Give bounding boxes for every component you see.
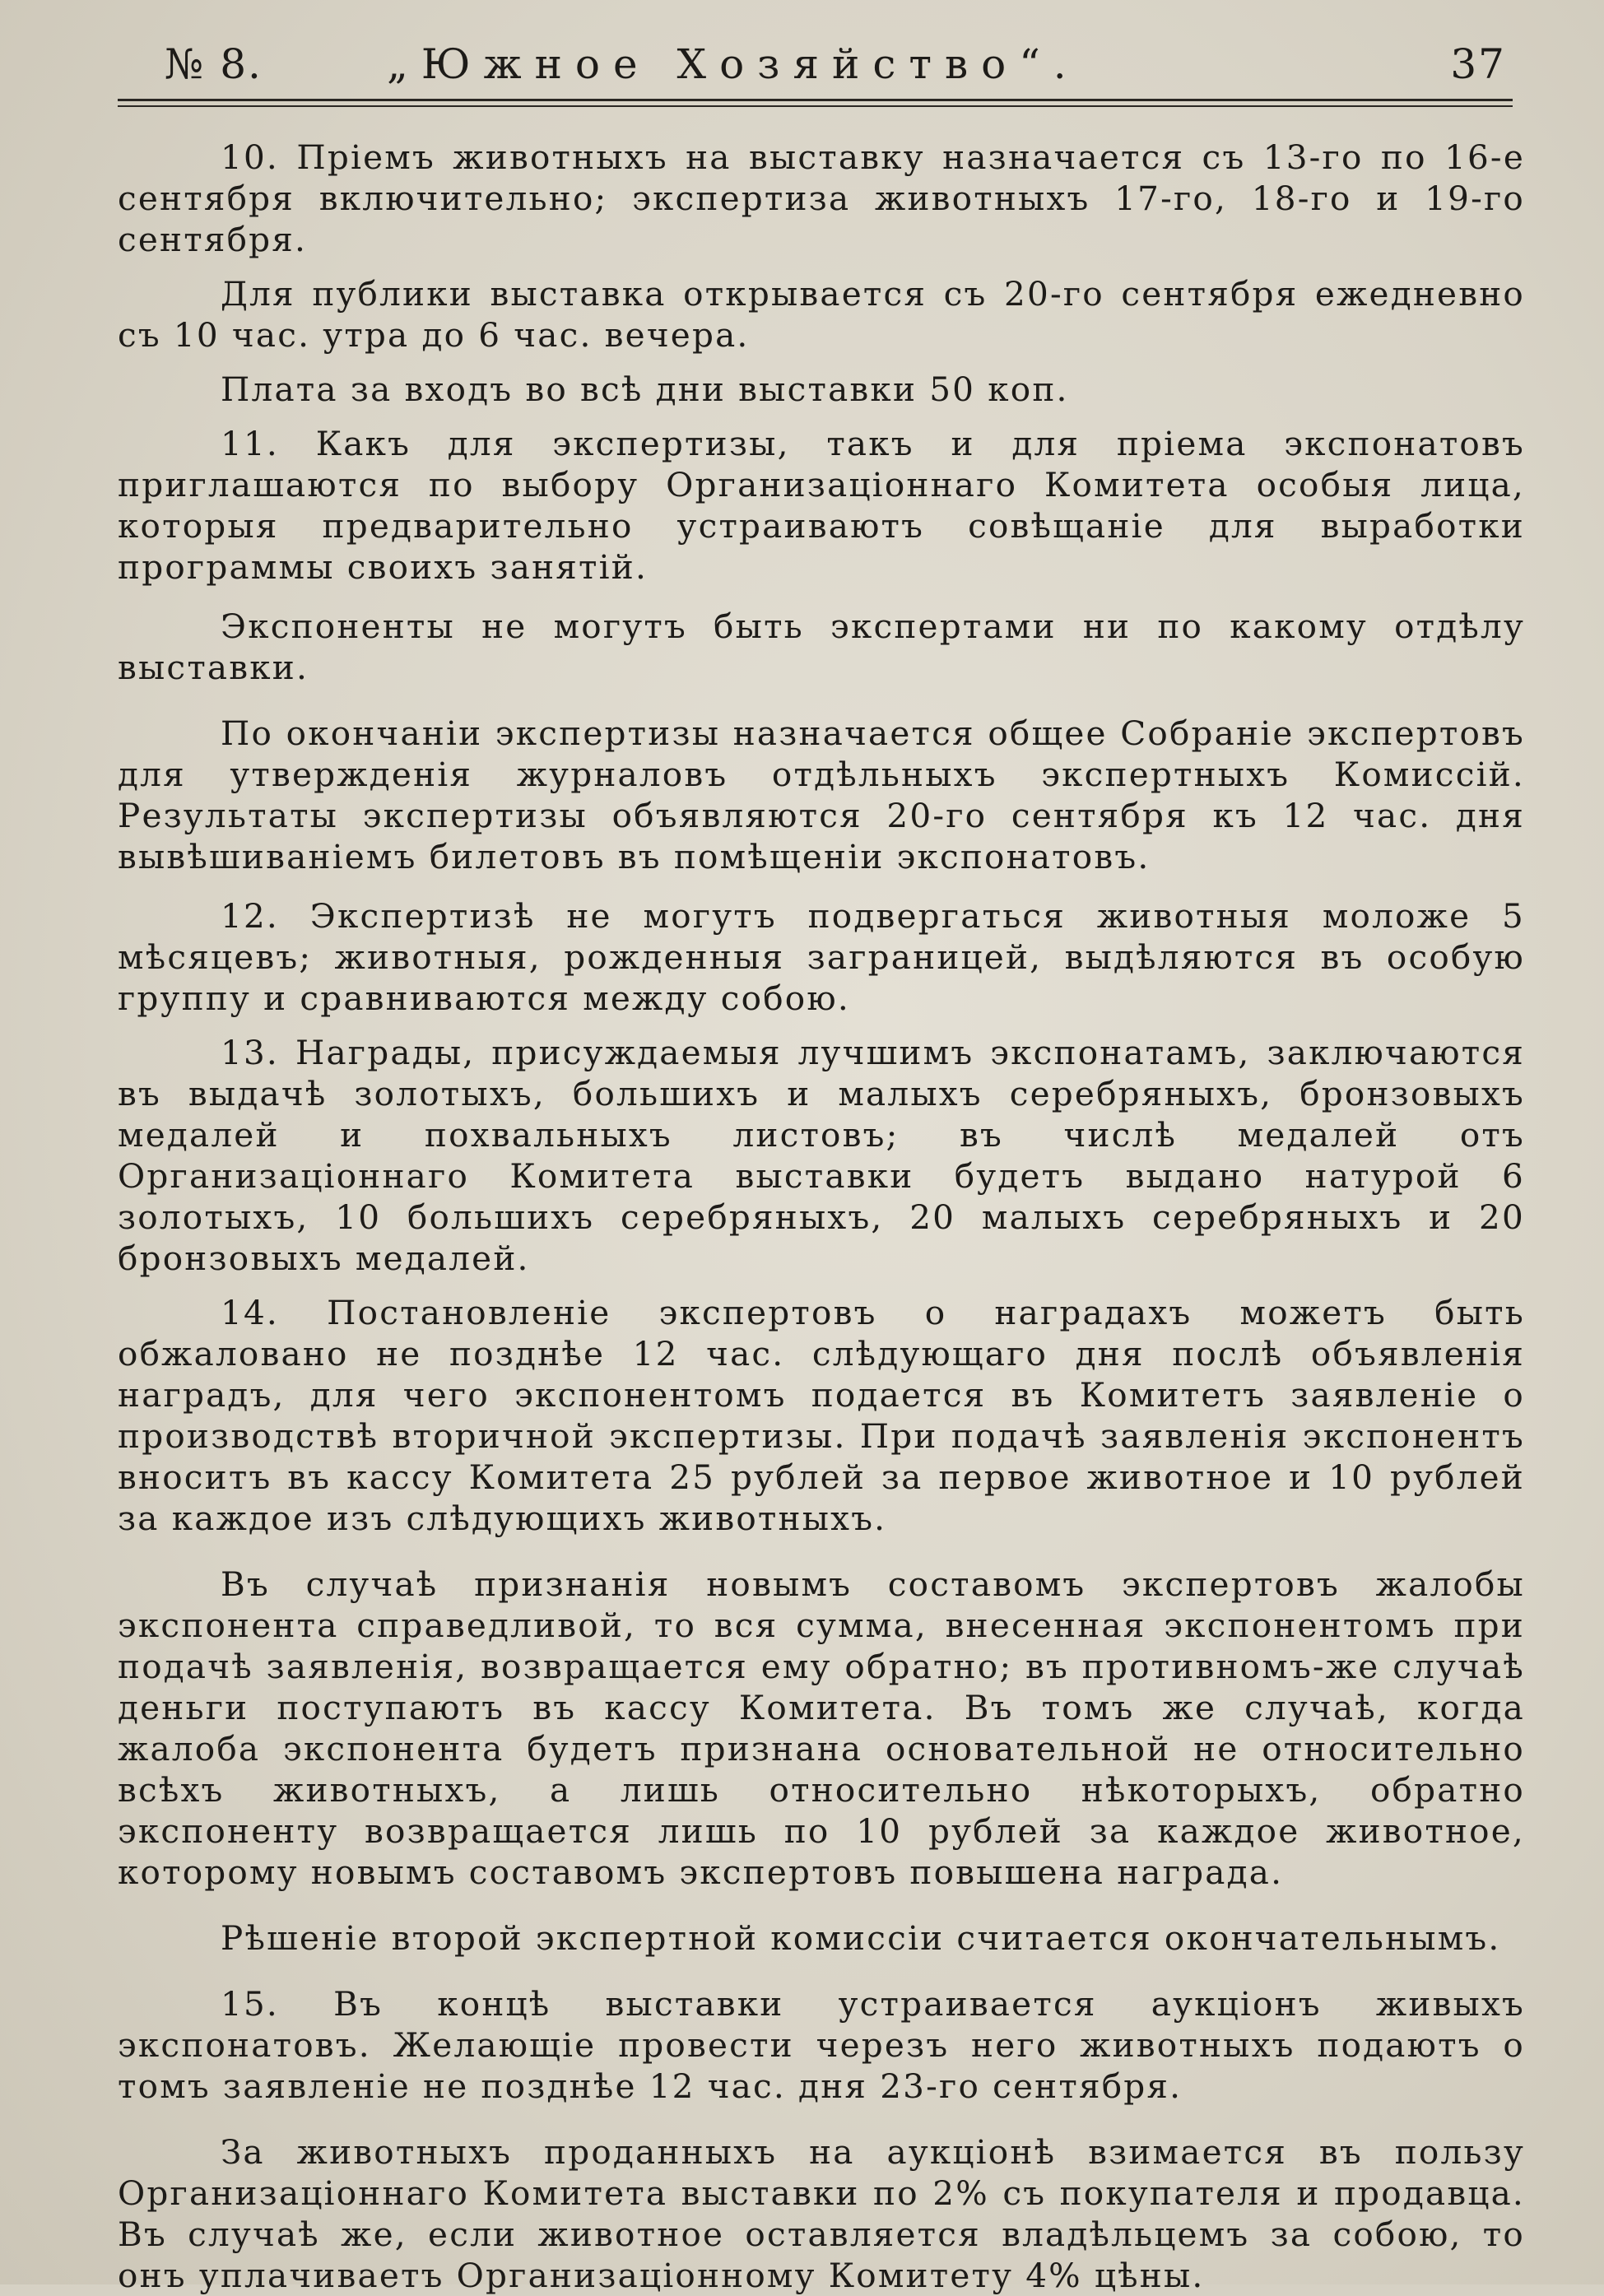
paragraph-auction-fee: За животныхъ проданныхъ на аукціонѣ взимается въ пользу Организаціоннаго Комитета выставки по 2% съ покупателя и продавца. Въ случаѣ же, если животное оставляется владѣльцемъ за собою, то онъ уплачиваетъ Организаціонному Комитету 4% цѣны. <box>118 2132 1525 2295</box>
paragraph-complaint: Въ случаѣ признанія новымъ составомъ экспертовъ жалобы экспонента справедливой, то вся сумма, внесенная экспонентомъ при подачѣ заявленія, возвращается ему обратно; въ противномъ-же случаѣ деньги поступаютъ въ кассу Комитета. Въ томъ же случаѣ, когда жалоба экспонента будетъ признана основательной не относительно всѣхъ животныхъ, а лишь относительно нѣкоторыхъ, обратно экспоненту возвращается лишь по 10 рублей за каждое животное, которому новымъ составомъ экспертовъ повышена награда. <box>118 1564 1525 1892</box>
header-rule-bottom <box>118 105 1513 107</box>
body-text <box>118 137 1525 2296</box>
header-rule-top <box>118 99 1513 101</box>
page-number: 37 <box>1450 40 1506 88</box>
paragraph-13: 13. Награды, присуждаемыя лучшимъ экспонатамъ, заключаются въ выдачѣ золотыхъ, большихъ и малыхъ серебряныхъ, бронзовыхъ медалей и похвальныхъ листовъ; въ числѣ медалей отъ Организаціоннаго Комитета выставки будетъ выдано натурой 6 золотыхъ, 10 большихъ серебряныхъ, 20 малыхъ серебряныхъ и 20 бронзовыхъ медалей. <box>118 1033 1525 1278</box>
paragraph-exhibitors: Экспоненты не могутъ быть экспертами ни по какому отдѣлу выставки. <box>118 607 1525 687</box>
issue-number: № 8. <box>165 40 263 88</box>
paragraph-entry-fee: Плата за входъ во всѣ дни выставки 50 коп. <box>221 369 1069 409</box>
paragraph-public-hours: Для публики выставка открывается съ 20-го сентября ежедневно съ 10 час. утра до 6 час. вечера. <box>118 274 1525 355</box>
paragraph-12: 12. Экспертизѣ не могутъ подвергаться животныя моложе 5 мѣсяцевъ; животныя, рожденныя заграницей, выдѣляются въ особую группу и сравниваются между собою. <box>118 896 1525 1018</box>
paragraph-final-decision: Рѣшеніе второй экспертной комиссіи считается окончательнымъ. <box>221 1918 1501 1958</box>
journal-title: „Южное Хозяйство“. <box>387 40 1080 88</box>
page-header <box>123 40 1506 89</box>
paragraph-expert-assembly: По окончаніи экспертизы назначается общее Собраніе экспертовъ для утвержденія журналовъ отдѣльныхъ экспертныхъ Комиссій. Результаты экспертизы объявляются 20-го сентября къ 12 час. дня вывѣшиваніемъ билетовъ въ помѣщеніи экспонатовъ. <box>118 713 1525 876</box>
paragraph-14: 14. Постановленіе экспертовъ о наградахъ можетъ быть обжаловано не позднѣе 12 час. слѣдующаго дня послѣ объявленія наградъ, для чего экспонентомъ подается въ Комитетъ заявленіе о производствѣ вторичной экспертизы. При подачѣ заявленія экспонентъ вноситъ въ кассу Комитета 25 рублей за первое животное и 10 рублей за каждое изъ слѣдующихъ животныхъ. <box>118 1293 1525 1538</box>
paragraph-11: 11. Какъ для экспертизы, такъ и для пріема экспонатовъ приглашаются по выбору Организаціоннаго Комитета особыя лица, которыя предварительно устраиваютъ совѣщаніе для выработки программы своихъ занятій. <box>118 424 1525 587</box>
paragraph-15: 15. Въ концѣ выставки устраивается аукціонъ живыхъ экспонатовъ. Желающіе провести черезъ него животныхъ подаютъ о томъ заявленіе не позднѣе 12 час. дня 23-го сентября. <box>118 1984 1525 2106</box>
paragraph-10: 10. Пріемъ животныхъ на выставку назначается съ 13-го по 16-е сентября включительно; экспертиза животныхъ 17-го, 18-го и 19-го сентября. <box>118 137 1525 259</box>
